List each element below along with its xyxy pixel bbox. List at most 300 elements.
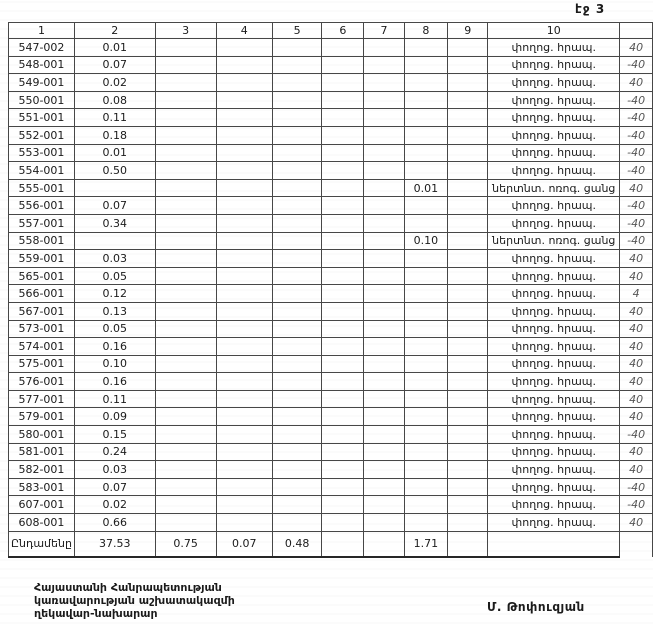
parcel-code-cell: 547-002 [9,39,75,57]
cell-col6 [322,373,364,391]
cell-col7 [364,514,404,532]
cell-col5 [272,408,321,426]
parcel-code-cell: 566-001 [9,285,75,303]
parcel-code-cell: 557-001 [9,214,75,232]
parcel-code-cell: 579-001 [9,408,75,426]
cell-col2: 0.24 [74,443,155,461]
cell-col4 [216,109,272,127]
cell-col8 [404,461,448,479]
margin-column [620,23,653,39]
total-col3: 0.75 [155,531,216,557]
cell-col7 [364,426,404,444]
cell-col9 [448,126,488,144]
total-col8: 1.71 [404,531,448,557]
cell-col3 [155,214,216,232]
signatory-title-line: ղեկավար-նախարար [34,607,158,620]
parcel-code-cell: 552-001 [9,126,75,144]
land-use-note-cell: փողոց. հրապ. [488,478,620,496]
parcel-code-cell: 583-001 [9,478,75,496]
cell-col2: 0.01 [74,39,155,57]
cell-col7 [364,443,404,461]
cell-col2: 0.07 [74,478,155,496]
land-use-note-cell: փողոց. հրապ. [488,91,620,109]
cell-col4 [216,267,272,285]
cell-col6 [322,478,364,496]
cell-col8 [404,214,448,232]
cell-col8 [404,56,448,74]
cell-col3 [155,496,216,514]
cell-col3 [155,478,216,496]
land-use-note-cell: փողոց. հրապ. [488,144,620,162]
cell-col7 [364,250,404,268]
cell-col6 [322,461,364,479]
table-row [9,74,653,92]
parcel-code-cell: 576-001 [9,373,75,391]
cell-col3 [155,74,216,92]
table-row [9,197,653,215]
table-row [9,250,653,268]
land-use-note-cell: փողոց. հրապ. [488,126,620,144]
land-use-note-cell: փողոց. հրապ. [488,461,620,479]
parcel-code-cell: 575-001 [9,355,75,373]
cell-col9 [448,514,488,532]
cell-col6 [322,91,364,109]
cell-col9 [448,461,488,479]
parcel-code-cell: 549-001 [9,74,75,92]
land-use-note-cell: փողոց. հրապ. [488,302,620,320]
cell-col9 [448,162,488,180]
cell-col3 [155,338,216,356]
cell-col3 [155,39,216,57]
margin-mark: 40 [620,179,653,197]
cell-col2: 0.03 [74,250,155,268]
land-use-note-cell: փողոց. հրապ. [488,426,620,444]
cell-col2: 0.11 [74,390,155,408]
total-col5: 0.48 [272,531,321,557]
cell-col8 [404,408,448,426]
land-use-note-cell: փողոց. հրապ. [488,39,620,57]
parcel-code-cell: 553-001 [9,144,75,162]
cell-col6 [322,109,364,127]
parcel-code-cell: 556-001 [9,197,75,215]
margin-mark: -40 [620,478,653,496]
cell-col6 [322,214,364,232]
cell-col6 [322,232,364,250]
cell-col5 [272,426,321,444]
cell-col8 [404,443,448,461]
table-footer [9,531,653,557]
cell-col5 [272,109,321,127]
cell-col2: 0.05 [74,267,155,285]
land-use-note-cell: փողոց. հրապ. [488,355,620,373]
cell-col2 [74,179,155,197]
parcel-code-cell: 608-001 [9,514,75,532]
cell-col5 [272,162,321,180]
land-use-note-cell: փողոց. հրապ. [488,267,620,285]
margin-mark: -40 [620,109,653,127]
cell-col5 [272,250,321,268]
cell-col2: 0.02 [74,74,155,92]
land-use-note-cell: ներտնտ. ոռոգ. ցանց [488,179,620,197]
parcel-code-cell: 577-001 [9,390,75,408]
margin-mark: 40 [620,390,653,408]
cell-col2: 0.11 [74,109,155,127]
cell-col2: 0.07 [74,56,155,74]
land-use-note-cell: փողոց. հրապ. [488,408,620,426]
cell-col6 [322,74,364,92]
cell-col4 [216,74,272,92]
margin-mark: 40 [620,514,653,532]
cell-col4 [216,355,272,373]
cell-col6 [322,514,364,532]
cell-col7 [364,39,404,57]
table-row [9,39,653,57]
cell-col4 [216,514,272,532]
table-row [9,373,653,391]
land-use-note-cell: փողոց. հրապ. [488,56,620,74]
cell-col3 [155,461,216,479]
signatory-title-line: Հայաստանի Հանրապետության [34,581,222,594]
cell-col8 [404,320,448,338]
cell-col7 [364,461,404,479]
cell-col9 [448,74,488,92]
cell-col6 [322,355,364,373]
cell-col2: 0.66 [74,514,155,532]
cell-col9 [448,91,488,109]
table-row [9,478,653,496]
cell-col8 [404,390,448,408]
cell-col8 [404,109,448,127]
cell-col2: 0.16 [74,338,155,356]
cell-col7 [364,179,404,197]
total-col4: 0.07 [216,531,272,557]
cell-col4 [216,426,272,444]
cell-col2: 0.08 [74,91,155,109]
cell-col9 [448,338,488,356]
cell-col5 [272,74,321,92]
cell-col6 [322,267,364,285]
margin-mark: -40 [620,126,653,144]
cell-col5 [272,56,321,74]
land-use-note-cell: փողոց. հրապ. [488,197,620,215]
margin-mark: -40 [620,144,653,162]
cell-col4 [216,162,272,180]
cell-col7 [364,162,404,180]
cell-col9 [448,320,488,338]
cell-col8 [404,302,448,320]
cell-col8 [404,285,448,303]
cell-col3 [155,390,216,408]
cell-col8 [404,74,448,92]
cell-col6 [322,320,364,338]
cell-col5 [272,232,321,250]
parcel-code-cell: 554-001 [9,162,75,180]
cell-col5 [272,373,321,391]
cell-col4 [216,39,272,57]
cell-col2: 0.03 [74,461,155,479]
margin-mark: 40 [620,408,653,426]
cell-col5 [272,390,321,408]
table-row [9,126,653,144]
land-use-note-cell: փողոց. հրապ. [488,390,620,408]
parcel-code-cell: 580-001 [9,426,75,444]
cell-col3 [155,267,216,285]
cell-col7 [364,74,404,92]
cell-col3 [155,126,216,144]
margin-mark: 40 [620,338,653,356]
cell-col8 [404,144,448,162]
cell-col7 [364,197,404,215]
cell-col6 [322,126,364,144]
total-col2: 37.53 [74,531,155,557]
parcel-code-cell: 548-001 [9,56,75,74]
cell-col4 [216,214,272,232]
cell-col8 [404,162,448,180]
cell-col8 [404,478,448,496]
cell-col6 [322,408,364,426]
cell-col3 [155,355,216,373]
table-body [9,39,653,532]
parcel-code-cell: 558-001 [9,232,75,250]
cell-col7 [364,478,404,496]
margin-mark: -40 [620,162,653,180]
margin-mark: 40 [620,250,653,268]
cell-col3 [155,232,216,250]
cell-col6 [322,496,364,514]
cell-col9 [448,197,488,215]
margin-mark: 40 [620,373,653,391]
cell-col2: 0.18 [74,126,155,144]
cell-col4 [216,126,272,144]
cell-col7 [364,214,404,232]
table-row [9,179,653,197]
cell-col9 [448,179,488,197]
margin-mark: 40 [620,443,653,461]
land-use-note-cell: ներտնտ. ոռոգ. ցանց [488,232,620,250]
cell-col7 [364,232,404,250]
cell-col7 [364,338,404,356]
column-header-5: 5 [272,23,321,39]
cell-col3 [155,514,216,532]
parcel-code-cell: 550-001 [9,91,75,109]
margin-mark: -40 [620,232,653,250]
margin-mark: 40 [620,320,653,338]
parcel-code-cell: 574-001 [9,338,75,356]
cell-col4 [216,338,272,356]
cell-col3 [155,373,216,391]
cell-col5 [272,302,321,320]
cell-col8 [404,496,448,514]
cell-col3 [155,197,216,215]
table-row [9,355,653,373]
cell-col2: 0.02 [74,496,155,514]
cell-col5 [272,144,321,162]
cell-col5 [272,285,321,303]
cell-col8 [404,267,448,285]
cell-col6 [322,426,364,444]
cell-col4 [216,144,272,162]
cell-col8 [404,39,448,57]
parcel-code-cell: 573-001 [9,320,75,338]
land-use-note-cell: փողոց. հրապ. [488,162,620,180]
cell-col5 [272,443,321,461]
margin-mark: 40 [620,461,653,479]
cell-col7 [364,373,404,391]
land-use-note-cell: փողոց. հրապ. [488,250,620,268]
cell-col3 [155,144,216,162]
cell-col2: 0.01 [74,144,155,162]
column-header-1: 1 [9,23,75,39]
cell-col4 [216,390,272,408]
cell-col7 [364,144,404,162]
cell-col7 [364,109,404,127]
cell-col6 [322,250,364,268]
cell-col5 [272,126,321,144]
cell-col5 [272,214,321,232]
margin-mark: -40 [620,214,653,232]
land-use-note-cell: փողոց. հրապ. [488,214,620,232]
total-col7 [364,531,404,557]
signatory-title-line: կառավարության աշխատակազմի [34,594,235,607]
cell-col3 [155,426,216,444]
cell-col2: 0.07 [74,197,155,215]
cell-col9 [448,109,488,127]
column-header-6: 6 [322,23,364,39]
table-row [9,162,653,180]
cell-col6 [322,302,364,320]
cell-col4 [216,91,272,109]
cell-col5 [272,514,321,532]
page-number-label: էջ 3 [575,2,606,16]
margin-mark: 4 [620,285,653,303]
cell-col5 [272,355,321,373]
cell-col4 [216,302,272,320]
table-row [9,109,653,127]
margin-mark: 40 [620,74,653,92]
cell-col2: 0.10 [74,355,155,373]
margin-mark: -40 [620,56,653,74]
cell-col7 [364,56,404,74]
cell-col3 [155,179,216,197]
land-use-note-cell: փողոց. հրապ. [488,496,620,514]
table-row [9,56,653,74]
total-row [9,531,653,557]
margin-mark: 40 [620,355,653,373]
table-row [9,514,653,532]
land-use-note-cell: փողոց. հրապ. [488,443,620,461]
cell-col4 [216,443,272,461]
cell-col4 [216,56,272,74]
parcel-code-cell: 551-001 [9,109,75,127]
parcel-code-cell: 567-001 [9,302,75,320]
table-row [9,426,653,444]
cadastre-table [8,22,653,558]
parcel-code-cell: 555-001 [9,179,75,197]
cell-col3 [155,443,216,461]
cell-col2: 0.05 [74,320,155,338]
cell-col5 [272,496,321,514]
cell-col7 [364,320,404,338]
land-use-note-cell: փողոց. հրապ. [488,514,620,532]
cell-col4 [216,461,272,479]
table-row [9,285,653,303]
margin-mark: -40 [620,496,653,514]
land-use-note-cell: փողոց. հրապ. [488,109,620,127]
column-header-3: 3 [155,23,216,39]
total-col6 [322,531,364,557]
cell-col8 [404,197,448,215]
table-row [9,390,653,408]
cell-col7 [364,267,404,285]
cell-col8 [404,355,448,373]
cell-col7 [364,91,404,109]
cell-col8 [404,426,448,444]
cell-col8 [404,126,448,144]
cell-col6 [322,338,364,356]
cell-col4 [216,179,272,197]
land-use-note-cell: փողոց. հրապ. [488,338,620,356]
cell-col6 [322,179,364,197]
header-row [9,23,653,39]
cell-col9 [448,214,488,232]
cell-col2: 0.13 [74,302,155,320]
cell-col4 [216,373,272,391]
cell-col3 [155,302,216,320]
cell-col9 [448,56,488,74]
parcel-code-cell: 559-001 [9,250,75,268]
cell-col9 [448,390,488,408]
table-row [9,443,653,461]
parcel-code-cell: 581-001 [9,443,75,461]
land-use-note-cell: փողոց. հրապ. [488,285,620,303]
cell-col7 [364,390,404,408]
table-row [9,338,653,356]
cell-col9 [448,408,488,426]
column-header-4: 4 [216,23,272,39]
cell-col6 [322,443,364,461]
table-row [9,91,653,109]
cell-col4 [216,496,272,514]
cell-col9 [448,302,488,320]
cell-col9 [448,285,488,303]
signatory-title-block [34,581,235,620]
cell-col7 [364,496,404,514]
cell-col9 [448,426,488,444]
margin-mark: -40 [620,426,653,444]
cell-col4 [216,197,272,215]
cell-col3 [155,320,216,338]
cell-col6 [322,56,364,74]
margin-mark [620,531,653,557]
cell-col3 [155,162,216,180]
cell-col2: 0.16 [74,373,155,391]
table-row [9,320,653,338]
land-use-note-cell: փողոց. հրապ. [488,74,620,92]
margin-mark: -40 [620,91,653,109]
cell-col2: 0.50 [74,162,155,180]
cell-col7 [364,126,404,144]
column-header-8: 8 [404,23,448,39]
cell-col2: 0.34 [74,214,155,232]
cell-col8 [404,250,448,268]
table-row [9,232,653,250]
cell-col6 [322,390,364,408]
table-row [9,214,653,232]
cell-col4 [216,285,272,303]
cell-col8 [404,514,448,532]
margin-mark: 40 [620,39,653,57]
cell-col7 [364,302,404,320]
